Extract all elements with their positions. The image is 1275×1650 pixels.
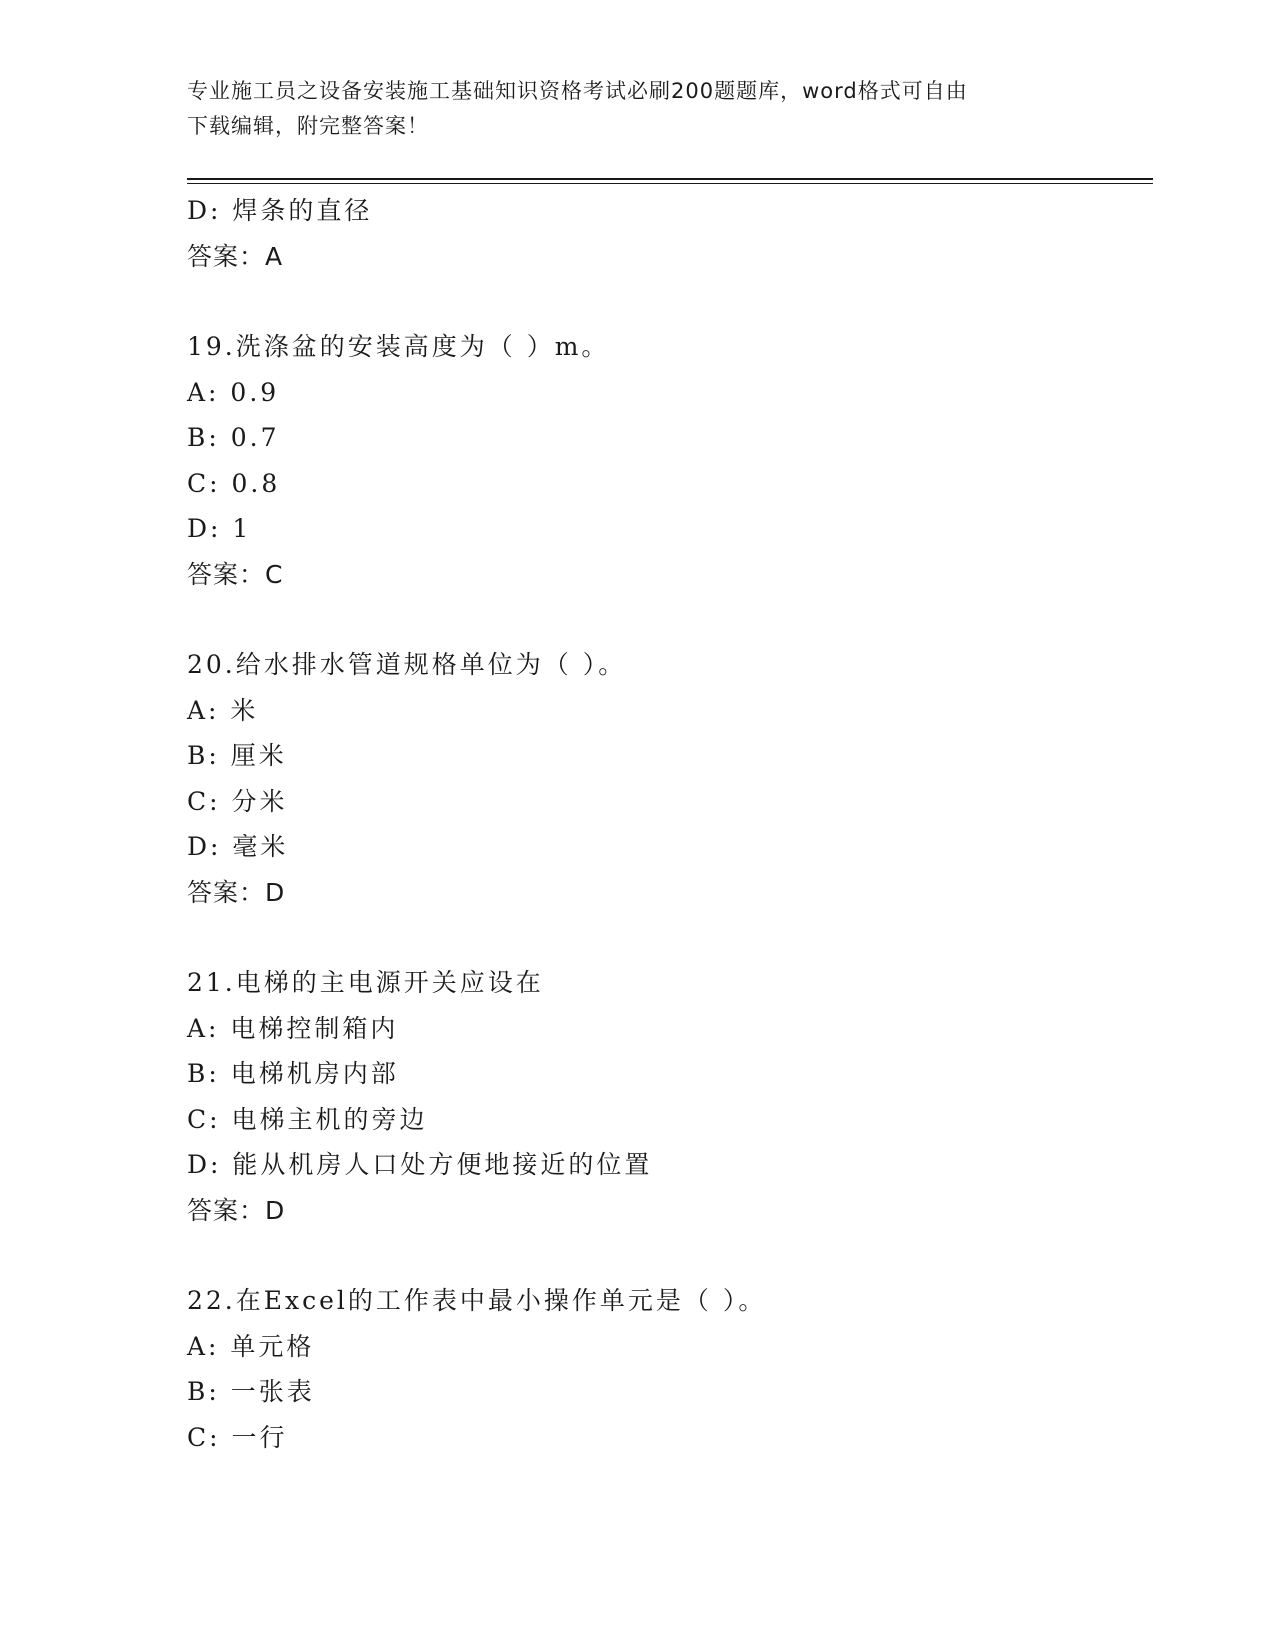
- document-header: [187, 74, 1087, 144]
- question-stem: 21.电梯的主电源开关应设在: [187, 968, 544, 997]
- question-stem: 22.在Excel的工作表中最小操作单元是（ ）。: [187, 1286, 767, 1315]
- option-line: B: 电梯机房内部: [187, 1059, 399, 1088]
- answer-line: 答案：D: [187, 877, 286, 907]
- option-line: C: 分米: [187, 786, 288, 816]
- question-spacer: [187, 915, 1153, 960]
- question-spacer: [187, 1233, 1153, 1278]
- header-divider-thick: [187, 178, 1153, 180]
- option-line: C: 一行: [187, 1422, 288, 1452]
- option-line: C: 电梯主机的旁边: [187, 1104, 428, 1134]
- option-line: B: 0.7: [187, 423, 280, 452]
- option-line: B: 厘米: [187, 741, 287, 770]
- answer-line: 答案：D: [187, 1195, 286, 1225]
- header-line-1: 专业施工员之设备安装施工基础知识资格考试必刷200题题库，word格式可自由: [187, 79, 968, 103]
- option-line: D: 毫米: [187, 832, 289, 861]
- question-spacer: [187, 597, 1153, 642]
- header-line-2: 下载编辑，附完整答案！: [187, 114, 429, 138]
- option-line: D: 1: [187, 514, 252, 543]
- header-divider-thin: [187, 183, 1153, 184]
- option-line: A: 单元格: [187, 1331, 315, 1361]
- option-line: B: 一张表: [187, 1377, 315, 1406]
- option-line: C: 0.8: [187, 468, 281, 498]
- question-stem: 20.给水排水管道规格单位为（ ）。: [187, 650, 627, 679]
- option-line: A: 0.9: [187, 377, 280, 407]
- question-list: [187, 188, 1153, 1460]
- option-line: A: 电梯控制箱内: [187, 1013, 399, 1043]
- question-spacer: [187, 279, 1153, 324]
- option-line: D: 能从机房人口处方便地接近的位置: [187, 1150, 653, 1179]
- option-line: A: 米: [187, 695, 259, 725]
- answer-line: 答案：A: [187, 241, 284, 271]
- option-line: D: 焊条的直径: [187, 196, 373, 225]
- answer-line: 答案：C: [187, 559, 284, 589]
- question-stem: 19.洗涤盆的安装高度为（ ）m。: [187, 332, 610, 361]
